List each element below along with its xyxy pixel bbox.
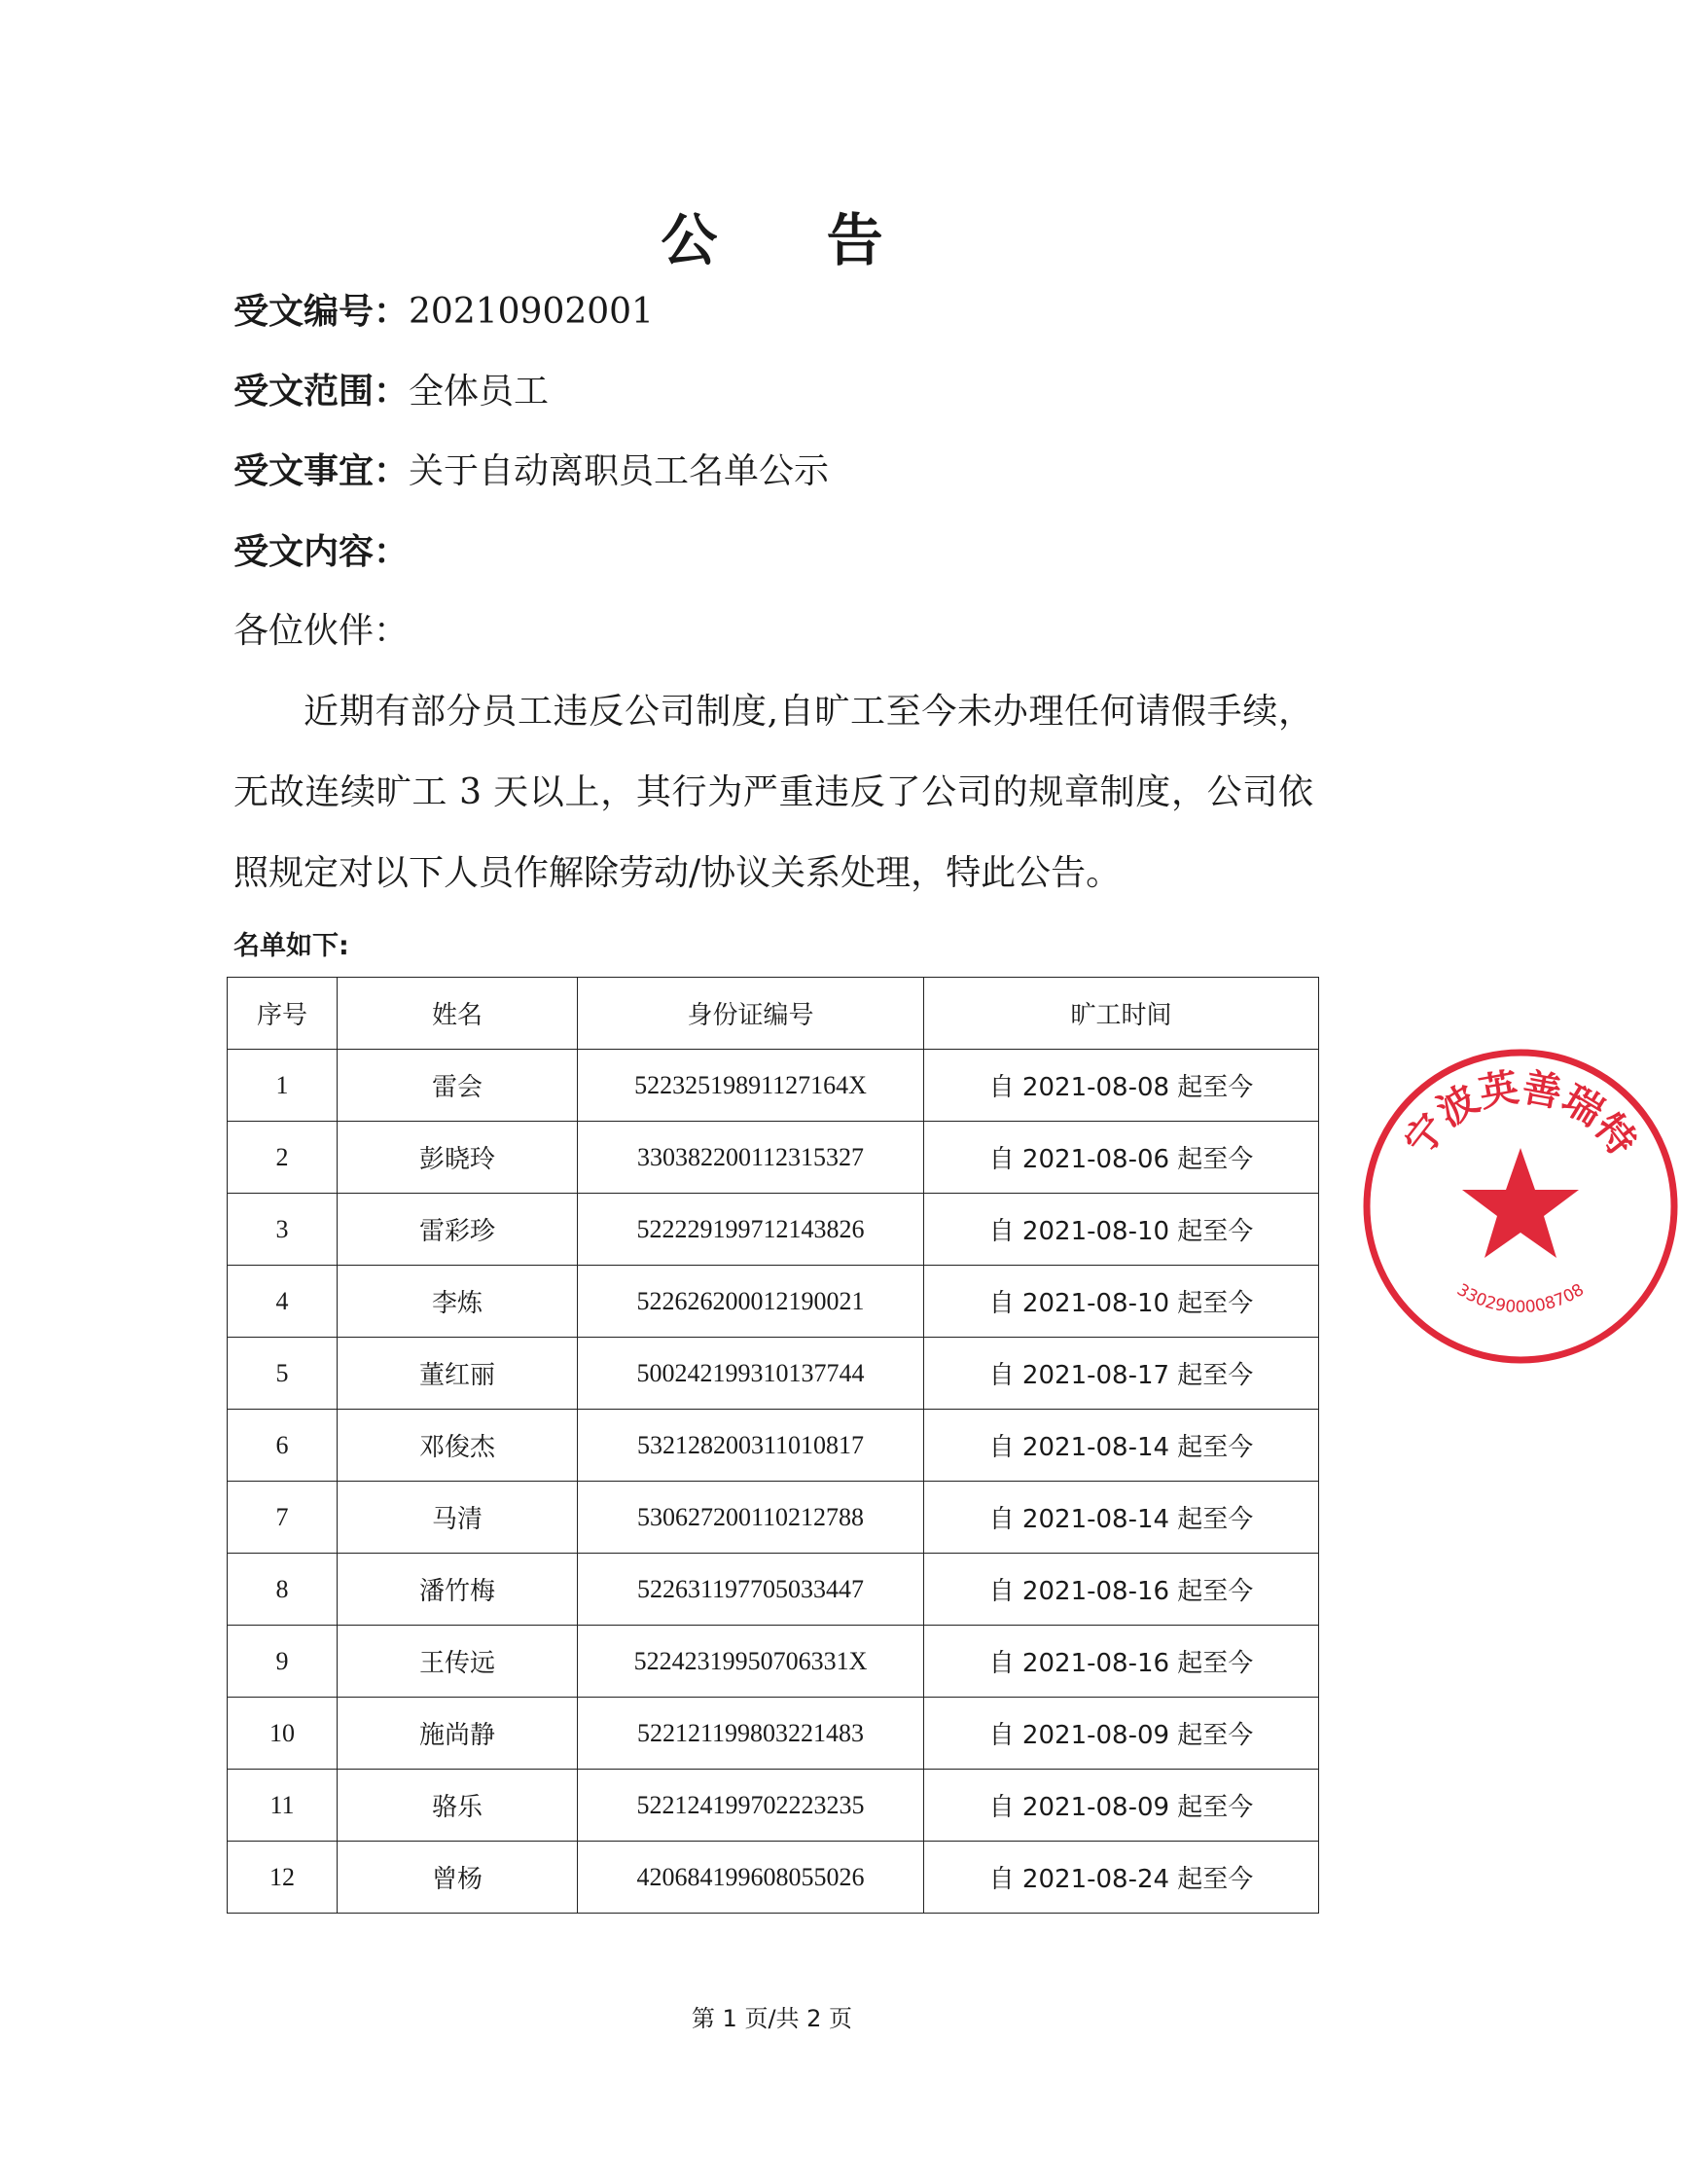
row-id-number: 530627200110212788 (578, 1482, 924, 1554)
row-number: 4 (228, 1266, 338, 1338)
row-name: 雷会 (338, 1050, 578, 1122)
doc-scope-line (233, 368, 549, 415)
table-row (228, 1050, 1319, 1122)
table-row (228, 1338, 1319, 1410)
company-seal (1360, 1046, 1681, 1367)
row-id-number: 532128200311010817 (578, 1410, 924, 1482)
row-number: 7 (228, 1482, 338, 1554)
row-absence-period: 自 2021-08-17 起至今 (924, 1338, 1319, 1410)
row-absence-period: 自 2021-08-14 起至今 (924, 1410, 1319, 1482)
doc-number-line (233, 288, 654, 336)
row-number: 2 (228, 1122, 338, 1194)
row-absence-period: 自 2021-08-16 起至今 (924, 1626, 1319, 1698)
row-id-number: 522121199803221483 (578, 1698, 924, 1770)
row-name: 彭晓玲 (338, 1122, 578, 1194)
table-row (228, 1770, 1319, 1842)
row-name: 雷彩珍 (338, 1194, 578, 1266)
row-name: 王传远 (338, 1626, 578, 1698)
doc-number-label: 受文编号： (233, 291, 410, 332)
doc-subject-line (233, 448, 829, 495)
doc-content-label: 受文内容： (233, 531, 410, 572)
row-id-number: 52232519891127164X (578, 1050, 924, 1122)
table-header-row (228, 978, 1319, 1050)
row-absence-period: 自 2021-08-09 起至今 (924, 1770, 1319, 1842)
row-absence-period: 自 2021-08-09 起至今 (924, 1698, 1319, 1770)
list-heading: 名单如下: (233, 931, 349, 961)
row-name: 李炼 (338, 1266, 578, 1338)
row-name: 骆乐 (338, 1770, 578, 1842)
row-number: 6 (228, 1410, 338, 1482)
row-id-number: 522626200012190021 (578, 1266, 924, 1338)
row-absence-period: 自 2021-08-10 起至今 (924, 1194, 1319, 1266)
page-title: 公 告 (661, 207, 928, 273)
row-id-number: 522631197705033447 (578, 1554, 924, 1626)
row-name: 董红丽 (338, 1338, 578, 1410)
row-number: 10 (228, 1698, 338, 1770)
row-number: 9 (228, 1626, 338, 1698)
table-row (228, 1842, 1319, 1914)
greeting: 各位伙伴： (233, 611, 410, 651)
absentee-table (227, 977, 1319, 1914)
row-absence-period: 自 2021-08-16 起至今 (924, 1554, 1319, 1626)
row-id-number: 330382200112315327 (578, 1122, 924, 1194)
table-row (228, 1698, 1319, 1770)
row-name: 马清 (338, 1482, 578, 1554)
seal-star-icon (1462, 1148, 1579, 1258)
table-row (228, 1554, 1319, 1626)
doc-number-value: 20210902001 (409, 292, 654, 332)
row-absence-period: 自 2021-08-10 起至今 (924, 1266, 1319, 1338)
header-id: 身份证编号 (578, 978, 924, 1050)
seal-number-path: 3302900008708 (1452, 1279, 1589, 1318)
table-row (228, 1194, 1319, 1266)
row-absence-period: 自 2021-08-08 起至今 (924, 1050, 1319, 1122)
doc-subject-label: 受文事宜： (233, 450, 410, 491)
row-absence-period: 自 2021-08-14 起至今 (924, 1482, 1319, 1554)
row-name: 曾杨 (338, 1842, 578, 1914)
page-footer: 第 1 页/共 2 页 (691, 2005, 853, 2032)
row-number: 3 (228, 1194, 338, 1266)
notice-body (233, 591, 1313, 913)
header-name: 姓名 (338, 978, 578, 1050)
table-row (228, 1122, 1319, 1194)
doc-scope-label: 受文范围： (233, 371, 410, 412)
row-id-number: 52242319950706331X (578, 1626, 924, 1698)
row-name: 施尚静 (338, 1698, 578, 1770)
row-number: 1 (228, 1050, 338, 1122)
row-number: 5 (228, 1338, 338, 1410)
row-name: 邓俊杰 (338, 1410, 578, 1482)
row-number: 8 (228, 1554, 338, 1626)
row-id-number: 420684199608055026 (578, 1842, 924, 1914)
seal-text-path: 宁波英善瑞特 (1396, 1065, 1645, 1164)
header-period: 旷工时间 (924, 978, 1319, 1050)
row-absence-period: 自 2021-08-06 起至今 (924, 1122, 1319, 1194)
row-number: 12 (228, 1842, 338, 1914)
row-name: 潘竹梅 (338, 1554, 578, 1626)
table-row (228, 1626, 1319, 1698)
seal-number (1453, 1280, 1588, 1317)
row-number: 11 (228, 1770, 338, 1842)
doc-subject-value: 关于自动离职员工名单公示 (409, 451, 830, 491)
notice-paragraph: 近期有部分员工违反公司制度,自旷工至今未办理任何请假手续，无故连续旷工 3 天以上，其行为严重违反了公司的规章制度，公司依照规定对以下人员作解除劳动/协议关系处理，特此公告。 (233, 692, 1313, 893)
header-no: 序号 (228, 978, 338, 1050)
doc-content-line (233, 528, 409, 576)
doc-scope-value: 全体员工 (409, 372, 550, 412)
row-id-number: 500242199310137744 (578, 1338, 924, 1410)
row-id-number: 522124199702223235 (578, 1770, 924, 1842)
table-row (228, 1482, 1319, 1554)
row-absence-period: 自 2021-08-24 起至今 (924, 1842, 1319, 1914)
table-row (228, 1410, 1319, 1482)
table-row (228, 1266, 1319, 1338)
row-id-number: 522229199712143826 (578, 1194, 924, 1266)
